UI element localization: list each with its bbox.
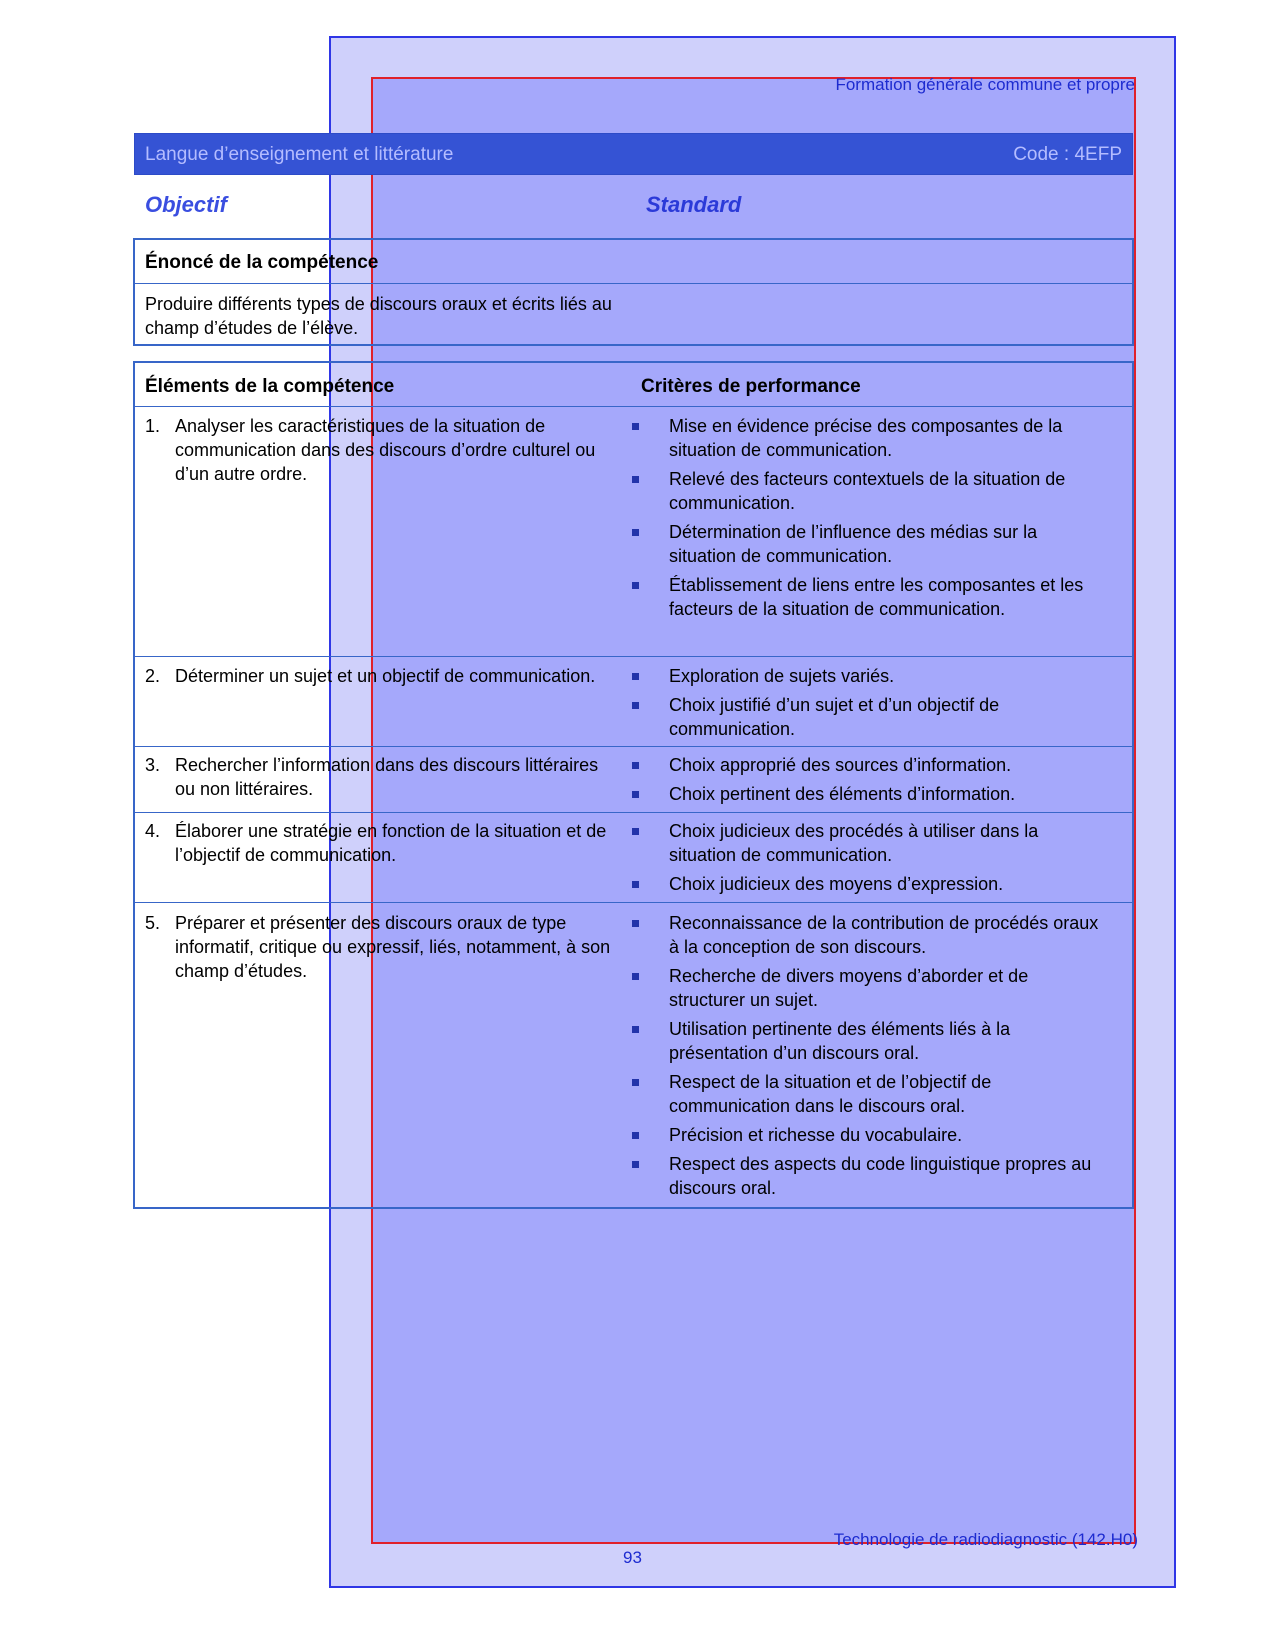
- bullet-icon: [632, 828, 639, 835]
- statement-text: Produire différents types de discours oraux et écrits liés au champ d’études de l’élève.: [145, 294, 612, 338]
- code-value: 4EFP: [1074, 144, 1122, 165]
- divider: [135, 812, 1132, 813]
- subject-title: Langue d’enseignement et littérature: [145, 144, 454, 165]
- list-item: Précision et richesse du vocabulaire.: [632, 1123, 1102, 1147]
- bullet-icon: [632, 1161, 639, 1168]
- elements-column-header: Éléments de la compétence: [145, 376, 395, 397]
- bullet-icon: [632, 762, 639, 769]
- criteria-list: [632, 911, 1102, 1205]
- standard-label: Standard: [646, 192, 742, 217]
- bullet-icon: [632, 1079, 639, 1086]
- criteria-list: [632, 414, 1102, 626]
- criteria-list: [632, 753, 1102, 811]
- code-block: [1013, 144, 1122, 166]
- divider: [135, 902, 1132, 903]
- bullet-icon: [632, 920, 639, 927]
- row-number: 1.: [145, 416, 161, 436]
- code-label: Code :: [1013, 144, 1070, 165]
- divider: [135, 746, 1132, 747]
- bullet-icon: [632, 973, 639, 980]
- bullet-icon: [632, 1026, 639, 1033]
- list-item: Exploration de sujets variés.: [632, 664, 1102, 688]
- bullet-icon: [632, 791, 639, 798]
- table-row: [135, 814, 1132, 902]
- divider: [135, 656, 1132, 657]
- bullet-icon: [632, 673, 639, 680]
- statement-heading: Énoncé de la compétence: [145, 252, 379, 273]
- list-item: Mise en évidence précise des composantes de la situation de communication.: [632, 414, 1102, 462]
- competency-statement-box: [133, 238, 1134, 346]
- bullet-icon: [632, 1132, 639, 1139]
- criteria-list: [632, 819, 1102, 901]
- bullet-icon: [632, 476, 639, 483]
- page-number: 93: [623, 1548, 642, 1567]
- row-number: 5.: [145, 913, 161, 933]
- competency-table: [133, 361, 1134, 1209]
- divider: [135, 283, 1132, 284]
- row-number: 4.: [145, 821, 161, 841]
- bullet-icon: [632, 582, 639, 589]
- element-text: Élaborer une stratégie en fonction de la situation et de l’objectif de communication.: [175, 821, 607, 865]
- table-row: [135, 411, 1132, 656]
- element-text: Rechercher l’information dans des discours littéraires ou non littéraires.: [175, 755, 599, 799]
- subject-title-bar: [134, 133, 1133, 175]
- list-item: Choix pertinent des éléments d’information.: [632, 782, 1102, 806]
- row-number: 3.: [145, 755, 161, 775]
- footer-program: Technologie de radiodiagnostic (142.H0): [833, 1530, 1138, 1549]
- running-title: Formation générale commune et propre: [835, 75, 1135, 94]
- bullet-icon: [632, 423, 639, 430]
- list-item: Choix approprié des sources d’information.: [632, 753, 1102, 777]
- list-item: Établissement de liens entre les composantes et les facteurs de la situation de communication.: [632, 573, 1102, 621]
- table-row: [135, 748, 1132, 812]
- list-item: Respect des aspects du code linguistique propres au discours oral.: [632, 1152, 1102, 1200]
- objective-label: Objectif: [145, 192, 227, 217]
- table-row: [135, 904, 1132, 1204]
- bullet-icon: [632, 702, 639, 709]
- bullet-icon: [632, 881, 639, 888]
- bullet-icon: [632, 529, 639, 536]
- table-row: [135, 658, 1132, 746]
- list-item: Relevé des facteurs contextuels de la situation de communication.: [632, 467, 1102, 515]
- row-number: 2.: [145, 666, 161, 686]
- element-text: Analyser les caractéristiques de la situation de communication dans des discours d’ordre culturel ou d’un autre ordre.: [175, 416, 596, 484]
- list-item: Reconnaissance de la contribution de procédés oraux à la conception de son discours.: [632, 911, 1102, 959]
- element-text: Préparer et présenter des discours oraux de type informatif, critique ou expressif, liés, notamment, à son champ d’études.: [175, 913, 611, 981]
- list-item: Choix judicieux des moyens d’expression.: [632, 872, 1102, 896]
- list-item: Utilisation pertinente des éléments liés à la présentation d’un discours oral.: [632, 1017, 1102, 1065]
- divider: [135, 406, 1132, 407]
- list-item: Respect de la situation et de l’objectif de communication dans le discours oral.: [632, 1070, 1102, 1118]
- list-item: Recherche de divers moyens d’aborder et de structurer un sujet.: [632, 964, 1102, 1012]
- list-item: Choix justifié d’un sujet et d’un objectif de communication.: [632, 693, 1102, 741]
- list-item: Détermination de l’influence des médias sur la situation de communication.: [632, 520, 1102, 568]
- criteria-column-header: Critères de performance: [641, 376, 861, 397]
- criteria-list: [632, 664, 1102, 746]
- element-text: Déterminer un sujet et un objectif de communication.: [175, 666, 596, 686]
- list-item: Choix judicieux des procédés à utiliser dans la situation de communication.: [632, 819, 1102, 867]
